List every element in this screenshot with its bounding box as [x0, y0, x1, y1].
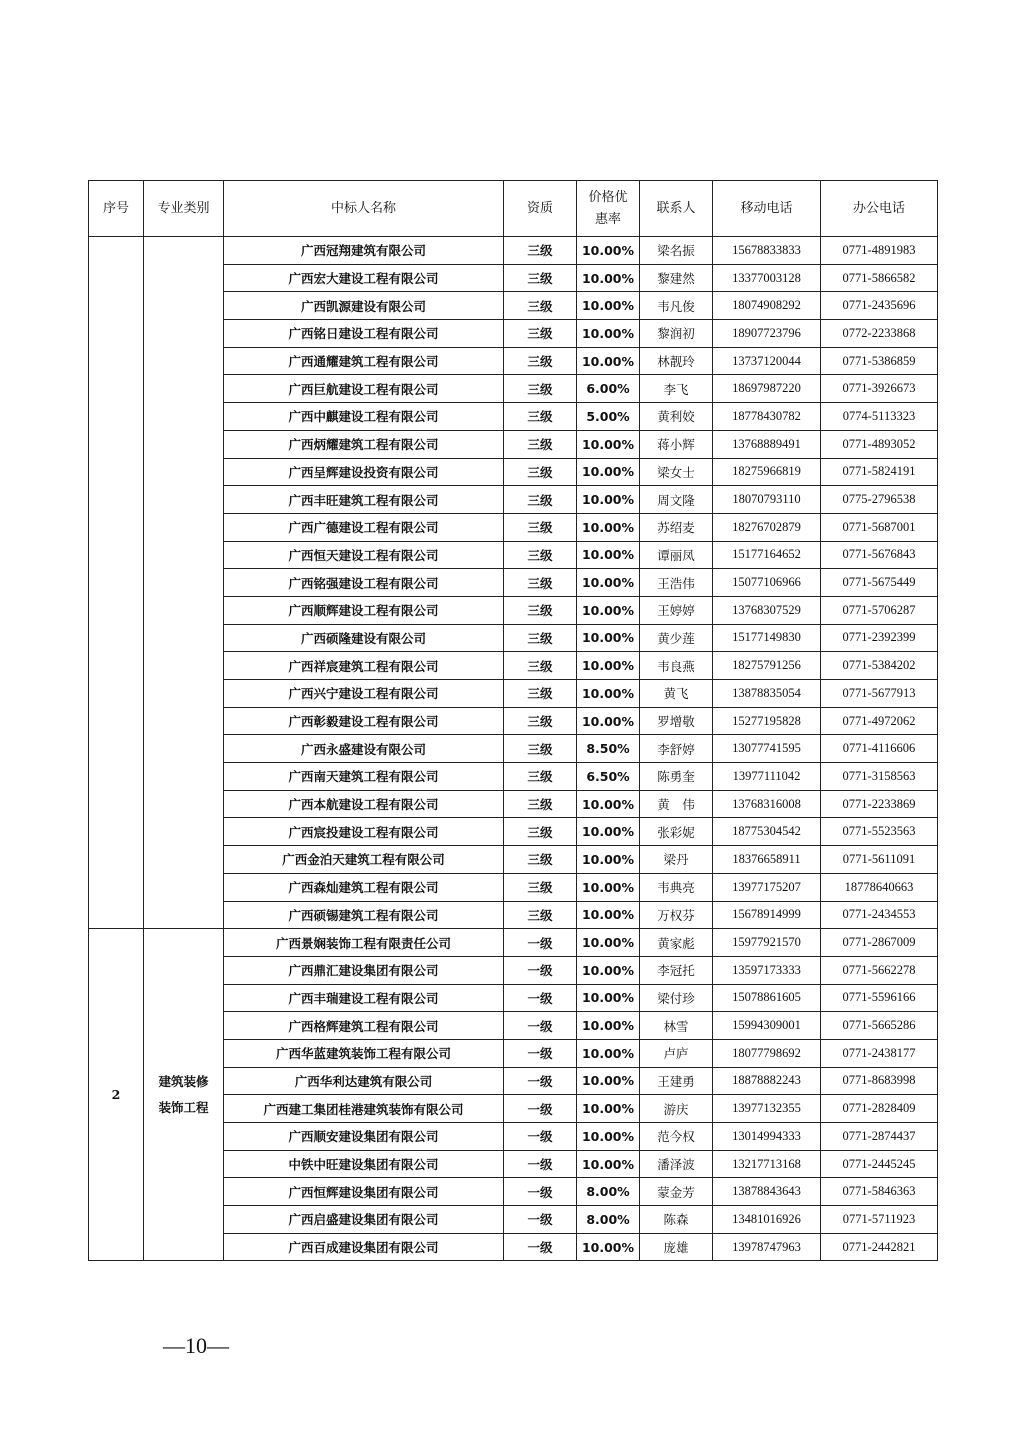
company-name: 广西祥宸建筑工程有限公司	[224, 652, 504, 680]
office-phone: 0771-5386859	[821, 347, 938, 375]
qualification: 一级	[504, 1067, 577, 1095]
company-name: 广西丰瑞建设工程有限公司	[224, 984, 504, 1012]
discount-rate: 10.00%	[577, 1095, 640, 1123]
discount-rate: 10.00%	[577, 818, 640, 846]
discount-rate: 10.00%	[577, 929, 640, 957]
qualification: 三级	[504, 790, 577, 818]
bid-winners-table	[88, 180, 938, 1261]
qualification: 三级	[504, 873, 577, 901]
company-name: 广西硕隆建设有限公司	[224, 624, 504, 652]
company-name: 广西鼎汇建设集团有限公司	[224, 956, 504, 984]
discount-rate: 10.00%	[577, 790, 640, 818]
contact-person: 王建勇	[640, 1067, 713, 1095]
discount-rate: 10.00%	[577, 347, 640, 375]
company-name: 广西呈辉建设投资有限公司	[224, 458, 504, 486]
contact-person: 黄家彪	[640, 929, 713, 957]
office-phone: 0771-5824191	[821, 458, 938, 486]
contact-person: 黎润初	[640, 320, 713, 348]
company-name: 广西通耀建筑工程有限公司	[224, 347, 504, 375]
mobile-phone: 18907723796	[713, 320, 821, 348]
office-phone: 0771-5711923	[821, 1206, 938, 1234]
qualification: 三级	[504, 486, 577, 514]
discount-rate: 6.00%	[577, 375, 640, 403]
qualification: 三级	[504, 735, 577, 763]
office-phone: 0771-2445245	[821, 1150, 938, 1178]
mobile-phone: 18376658911	[713, 846, 821, 874]
group-category	[144, 237, 224, 929]
office-phone: 18778640663	[821, 873, 938, 901]
office-phone: 0775-2796538	[821, 486, 938, 514]
discount-rate: 10.00%	[577, 486, 640, 514]
qualification: 一级	[504, 1178, 577, 1206]
header-category: 专业类别	[144, 181, 224, 237]
mobile-phone: 13768307529	[713, 596, 821, 624]
contact-person: 梁丹	[640, 846, 713, 874]
contact-person: 黎建然	[640, 264, 713, 292]
office-phone: 0771-4972062	[821, 707, 938, 735]
qualification: 一级	[504, 1233, 577, 1261]
office-phone: 0771-2828409	[821, 1095, 938, 1123]
mobile-phone: 18275791256	[713, 652, 821, 680]
discount-rate: 10.00%	[577, 292, 640, 320]
discount-rate: 10.00%	[577, 873, 640, 901]
qualification: 三级	[504, 430, 577, 458]
mobile-phone: 13878835054	[713, 680, 821, 708]
discount-rate: 10.00%	[577, 901, 640, 929]
qualification: 一级	[504, 929, 577, 957]
discount-rate: 10.00%	[577, 1123, 640, 1151]
mobile-phone: 18878882243	[713, 1067, 821, 1095]
company-name: 中铁中旺建设集团有限公司	[224, 1150, 504, 1178]
contact-person: 谭丽凤	[640, 541, 713, 569]
header-office: 办公电话	[821, 181, 938, 237]
company-name: 广西华蓝建筑装饰工程有限公司	[224, 1039, 504, 1067]
mobile-phone: 18074908292	[713, 292, 821, 320]
discount-rate: 10.00%	[577, 320, 640, 348]
contact-person: 林靓玲	[640, 347, 713, 375]
company-name: 广西宸投建设工程有限公司	[224, 818, 504, 846]
company-name: 广西冠翔建筑有限公司	[224, 237, 504, 265]
company-name: 广西宏大建设工程有限公司	[224, 264, 504, 292]
discount-rate: 10.00%	[577, 707, 640, 735]
contact-person: 范今权	[640, 1123, 713, 1151]
mobile-phone: 13978747963	[713, 1233, 821, 1261]
qualification: 三级	[504, 292, 577, 320]
contact-person: 苏绍麦	[640, 513, 713, 541]
contact-person: 蒙金芳	[640, 1178, 713, 1206]
qualification: 三级	[504, 458, 577, 486]
company-name: 广西恒天建设工程有限公司	[224, 541, 504, 569]
contact-person: 万权芬	[640, 901, 713, 929]
contact-person: 林雪	[640, 1012, 713, 1040]
office-phone: 0771-2438177	[821, 1039, 938, 1067]
mobile-phone: 18276702879	[713, 513, 821, 541]
office-phone: 0772-2233868	[821, 320, 938, 348]
contact-person: 卢庐	[640, 1039, 713, 1067]
company-name: 广西兴宁建设工程有限公司	[224, 680, 504, 708]
discount-rate: 8.00%	[577, 1206, 640, 1234]
mobile-phone: 13878843643	[713, 1178, 821, 1206]
company-name: 广西启盛建设集团有限公司	[224, 1206, 504, 1234]
qualification: 三级	[504, 375, 577, 403]
qualification: 三级	[504, 818, 577, 846]
qualification: 三级	[504, 347, 577, 375]
office-phone: 0771-5846363	[821, 1178, 938, 1206]
company-name: 广西恒辉建设集团有限公司	[224, 1178, 504, 1206]
company-name: 广西景娴装饰工程有限责任公司	[224, 929, 504, 957]
company-name: 广西炳耀建筑工程有限公司	[224, 430, 504, 458]
qualification: 三级	[504, 569, 577, 597]
mobile-phone: 13768889491	[713, 430, 821, 458]
office-phone: 0771-5706287	[821, 596, 938, 624]
page-number: —10—	[163, 1333, 229, 1358]
office-phone: 0771-5866582	[821, 264, 938, 292]
discount-rate: 10.00%	[577, 569, 640, 597]
group-seq	[89, 237, 144, 929]
contact-person: 陈森	[640, 1206, 713, 1234]
discount-rate: 10.00%	[577, 1067, 640, 1095]
contact-person: 陈勇奎	[640, 763, 713, 791]
discount-rate: 8.50%	[577, 735, 640, 763]
discount-rate: 10.00%	[577, 1150, 640, 1178]
contact-person: 韦典亮	[640, 873, 713, 901]
header-name: 中标人名称	[224, 181, 504, 237]
mobile-phone: 15077106966	[713, 569, 821, 597]
mobile-phone: 15678833833	[713, 237, 821, 265]
mobile-phone: 18275966819	[713, 458, 821, 486]
office-phone: 0771-4891983	[821, 237, 938, 265]
mobile-phone: 13768316008	[713, 790, 821, 818]
mobile-phone: 13737120044	[713, 347, 821, 375]
qualification: 三级	[504, 901, 577, 929]
discount-rate: 10.00%	[577, 1012, 640, 1040]
discount-rate: 10.00%	[577, 264, 640, 292]
office-phone: 0771-5384202	[821, 652, 938, 680]
mobile-phone: 13977111042	[713, 763, 821, 791]
company-name: 广西硕锡建筑工程有限公司	[224, 901, 504, 929]
mobile-phone: 13217713168	[713, 1150, 821, 1178]
qualification: 一级	[504, 956, 577, 984]
qualification: 一级	[504, 1039, 577, 1067]
company-name: 广西丰旺建筑工程有限公司	[224, 486, 504, 514]
office-phone: 0771-5676843	[821, 541, 938, 569]
discount-rate: 10.00%	[577, 1233, 640, 1261]
discount-rate: 5.00%	[577, 403, 640, 431]
office-phone: 0771-5677913	[821, 680, 938, 708]
qualification: 一级	[504, 984, 577, 1012]
qualification: 三级	[504, 403, 577, 431]
contact-person: 黄少莲	[640, 624, 713, 652]
discount-rate: 10.00%	[577, 237, 640, 265]
company-name: 广西巨航建设工程有限公司	[224, 375, 504, 403]
contact-person: 周文隆	[640, 486, 713, 514]
company-name: 广西彰毅建设工程有限公司	[224, 707, 504, 735]
qualification: 三级	[504, 846, 577, 874]
discount-rate: 10.00%	[577, 624, 640, 652]
contact-person: 庞雄	[640, 1233, 713, 1261]
company-name: 广西铭日建设工程有限公司	[224, 320, 504, 348]
qualification: 三级	[504, 624, 577, 652]
qualification: 三级	[504, 264, 577, 292]
discount-rate: 10.00%	[577, 652, 640, 680]
mobile-phone: 13481016926	[713, 1206, 821, 1234]
group-category: 建筑装修 装饰工程	[144, 929, 224, 1261]
company-name: 广西顺辉建设工程有限公司	[224, 596, 504, 624]
office-phone: 0771-5687001	[821, 513, 938, 541]
office-phone: 0771-4116606	[821, 735, 938, 763]
office-phone: 0771-5611091	[821, 846, 938, 874]
qualification: 三级	[504, 652, 577, 680]
qualification: 三级	[504, 707, 577, 735]
header-seq: 序号	[89, 181, 144, 237]
company-name: 广西格辉建筑工程有限公司	[224, 1012, 504, 1040]
header-mobile: 移动电话	[713, 181, 821, 237]
office-phone: 0771-3926673	[821, 375, 938, 403]
mobile-phone: 13977132355	[713, 1095, 821, 1123]
company-name: 广西森灿建筑工程有限公司	[224, 873, 504, 901]
discount-rate: 10.00%	[577, 956, 640, 984]
mobile-phone: 15277195828	[713, 707, 821, 735]
discount-rate: 6.50%	[577, 763, 640, 791]
company-name: 广西金泊天建筑工程有限公司	[224, 846, 504, 874]
discount-rate: 10.00%	[577, 430, 640, 458]
company-name: 广西南天建筑工程有限公司	[224, 763, 504, 791]
office-phone: 0771-3158563	[821, 763, 938, 791]
header-qualification: 资质	[504, 181, 577, 237]
company-name: 广西顺安建设集团有限公司	[224, 1123, 504, 1151]
contact-person: 王婷婷	[640, 596, 713, 624]
header-row	[89, 181, 938, 237]
office-phone: 0771-2442821	[821, 1233, 938, 1261]
office-phone: 0771-2435696	[821, 292, 938, 320]
company-name: 广西建工集团桂港建筑装饰有限公司	[224, 1095, 504, 1123]
discount-rate: 10.00%	[577, 513, 640, 541]
contact-person: 游庆	[640, 1095, 713, 1123]
contact-person: 潘泽波	[640, 1150, 713, 1178]
contact-person: 梁付珍	[640, 984, 713, 1012]
contact-person: 黄利姣	[640, 403, 713, 431]
company-name: 广西广德建设工程有限公司	[224, 513, 504, 541]
discount-rate: 10.00%	[577, 458, 640, 486]
qualification: 三级	[504, 763, 577, 791]
contact-person: 王浩伟	[640, 569, 713, 597]
mobile-phone: 15994309001	[713, 1012, 821, 1040]
discount-rate: 10.00%	[577, 680, 640, 708]
contact-person: 梁名振	[640, 237, 713, 265]
table-body	[89, 237, 938, 1261]
qualification: 一级	[504, 1012, 577, 1040]
discount-rate: 10.00%	[577, 596, 640, 624]
contact-person: 韦良燕	[640, 652, 713, 680]
qualification: 三级	[504, 596, 577, 624]
office-phone: 0771-5662278	[821, 956, 938, 984]
mobile-phone: 18070793110	[713, 486, 821, 514]
company-name: 广西华利达建筑有限公司	[224, 1067, 504, 1095]
mobile-phone: 15678914999	[713, 901, 821, 929]
qualification: 一级	[504, 1123, 577, 1151]
mobile-phone: 15078861605	[713, 984, 821, 1012]
contact-person: 蒋小辉	[640, 430, 713, 458]
company-name: 广西中麒建设工程有限公司	[224, 403, 504, 431]
qualification: 一级	[504, 1095, 577, 1123]
qualification: 三级	[504, 541, 577, 569]
office-phone: 0771-8683998	[821, 1067, 938, 1095]
mobile-phone: 13077741595	[713, 735, 821, 763]
qualification: 三级	[504, 513, 577, 541]
office-phone: 0771-2233869	[821, 790, 938, 818]
discount-rate: 10.00%	[577, 846, 640, 874]
mobile-phone: 13377003128	[713, 264, 821, 292]
company-name: 广西铭强建设工程有限公司	[224, 569, 504, 597]
mobile-phone: 18778430782	[713, 403, 821, 431]
discount-rate: 10.00%	[577, 1039, 640, 1067]
contact-person: 韦凡俊	[640, 292, 713, 320]
qualification: 三级	[504, 680, 577, 708]
contact-person: 李冠托	[640, 956, 713, 984]
office-phone: 0771-5665286	[821, 1012, 938, 1040]
contact-person: 罗增敬	[640, 707, 713, 735]
office-phone: 0771-2874437	[821, 1123, 938, 1151]
company-name: 广西凯源建设有限公司	[224, 292, 504, 320]
office-phone: 0771-2434553	[821, 901, 938, 929]
mobile-phone: 18775304542	[713, 818, 821, 846]
office-phone: 0771-5596166	[821, 984, 938, 1012]
office-phone: 0771-5523563	[821, 818, 938, 846]
discount-rate: 10.00%	[577, 541, 640, 569]
discount-rate: 10.00%	[577, 984, 640, 1012]
office-phone: 0771-4893052	[821, 430, 938, 458]
header-rate-line2: 惠率	[594, 211, 621, 227]
contact-person: 张彩妮	[640, 818, 713, 846]
mobile-phone: 18697987220	[713, 375, 821, 403]
mobile-phone: 15177149830	[713, 624, 821, 652]
table-row	[89, 929, 938, 957]
office-phone: 0771-2392399	[821, 624, 938, 652]
header-rate	[577, 181, 640, 237]
group-seq: 2	[89, 929, 144, 1261]
contact-person: 梁女士	[640, 458, 713, 486]
mobile-phone: 15177164652	[713, 541, 821, 569]
office-phone: 0771-2867009	[821, 929, 938, 957]
qualification: 三级	[504, 320, 577, 348]
mobile-phone: 18077798692	[713, 1039, 821, 1067]
company-name: 广西永盛建设有限公司	[224, 735, 504, 763]
mobile-phone: 13977175207	[713, 873, 821, 901]
office-phone: 0774-5113323	[821, 403, 938, 431]
contact-person: 黄飞	[640, 680, 713, 708]
office-phone: 0771-5675449	[821, 569, 938, 597]
qualification: 一级	[504, 1150, 577, 1178]
header-rate-line1: 价格优	[588, 189, 628, 205]
header-contact: 联系人	[640, 181, 713, 237]
company-name: 广西百成建设集团有限公司	[224, 1233, 504, 1261]
company-name: 广西本航建设工程有限公司	[224, 790, 504, 818]
table-row	[89, 237, 938, 265]
discount-rate: 8.00%	[577, 1178, 640, 1206]
contact-person: 李舒婷	[640, 735, 713, 763]
qualification: 一级	[504, 1206, 577, 1234]
mobile-phone: 15977921570	[713, 929, 821, 957]
qualification: 三级	[504, 237, 577, 265]
mobile-phone: 13597173333	[713, 956, 821, 984]
mobile-phone: 13014994333	[713, 1123, 821, 1151]
contact-person: 黄 伟	[640, 790, 713, 818]
contact-person: 李飞	[640, 375, 713, 403]
